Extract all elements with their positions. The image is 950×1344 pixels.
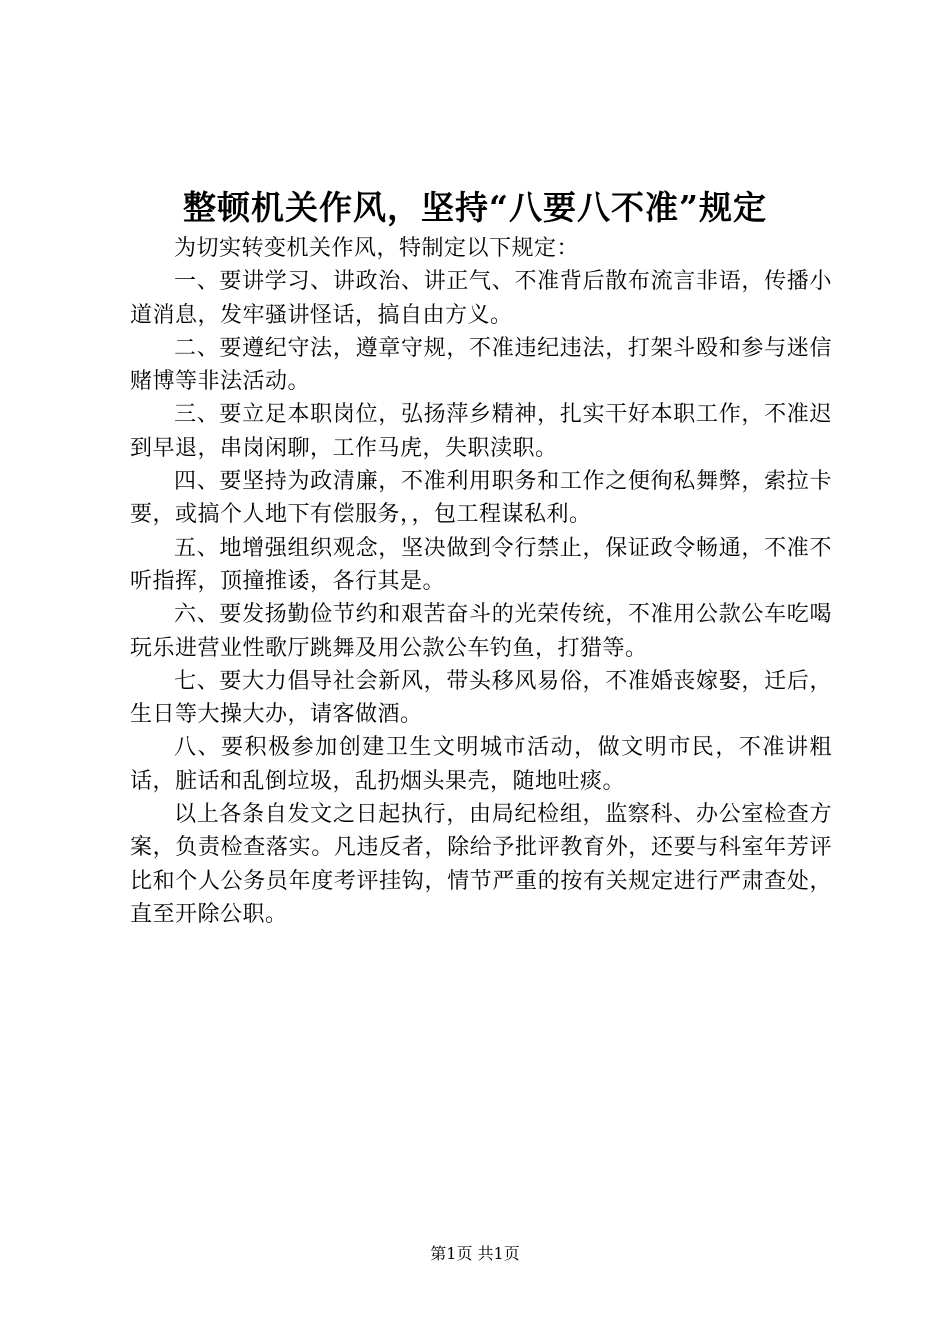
document-body <box>130 232 832 931</box>
paragraph-rule-8: 八、要积极参加创建卫生文明城市活动，做文明市民，不准讲粗话，脏话和乱倒垃圾，乱扔烟头果壳，随地吐痰。 <box>130 735 832 794</box>
paragraph-closing: 以上各条自发文之日起执行，由局纪检组，监察科、办公室检查方案，负责检查落实。凡违反者，除给予批评教育外，还要与科室年芳评比和个人公务员年度考评挂钩，情节严重的按有关规定进行严肃查处，直至开除公职。 <box>130 802 832 927</box>
page-footer: 第1页 共1页 <box>430 1244 520 1263</box>
paragraph-rule-5: 五、地增强组织观念，坚决做到令行禁止，保证政令畅通，不准不听指挥，顶撞推诿，各行其是。 <box>130 535 832 594</box>
paragraph-rule-2: 二、要遵纪守法，遵章守规，不准违纪违法，打架斗殴和参与迷信赌博等非法活动。 <box>130 335 832 395</box>
paragraph-rule-6: 六、要发扬勤俭节约和艰苦奋斗的光荣传统，不准用公款公车吃喝玩乐进营业性歌厅跳舞及用公款公车钓鱼，打猎等。 <box>130 602 832 661</box>
document-title: 整顿机关作风，坚持“八要八不准”规定 <box>183 188 767 227</box>
paragraph-intro: 为切实转变机关作风，特制定以下规定： <box>174 236 580 261</box>
paragraph-rule-3: 三、要立足本职岗位，弘扬萍乡精神，扎实干好本职工作，不准迟到早退，串岗闲聊，工作马虎，失职渎职。 <box>130 402 832 461</box>
paragraph-rule-4: 四、要坚持为政清廉，不准利用职务和工作之便徇私舞弊，索拉卡要，或搞个人地下有偿服务，，包工程谋私利。 <box>130 469 832 528</box>
paragraph-rule-7: 七、要大力倡导社会新风，带头移风易俗，不准婚丧嫁娶，迁后，生日等大操大办，请客做酒。 <box>130 668 832 728</box>
paragraph-rule-1: 一、要讲学习、讲政治、讲正气、不准背后散布流言非语，传播小道消息，发牢骚讲怪话，搞自由方义。 <box>130 269 832 328</box>
